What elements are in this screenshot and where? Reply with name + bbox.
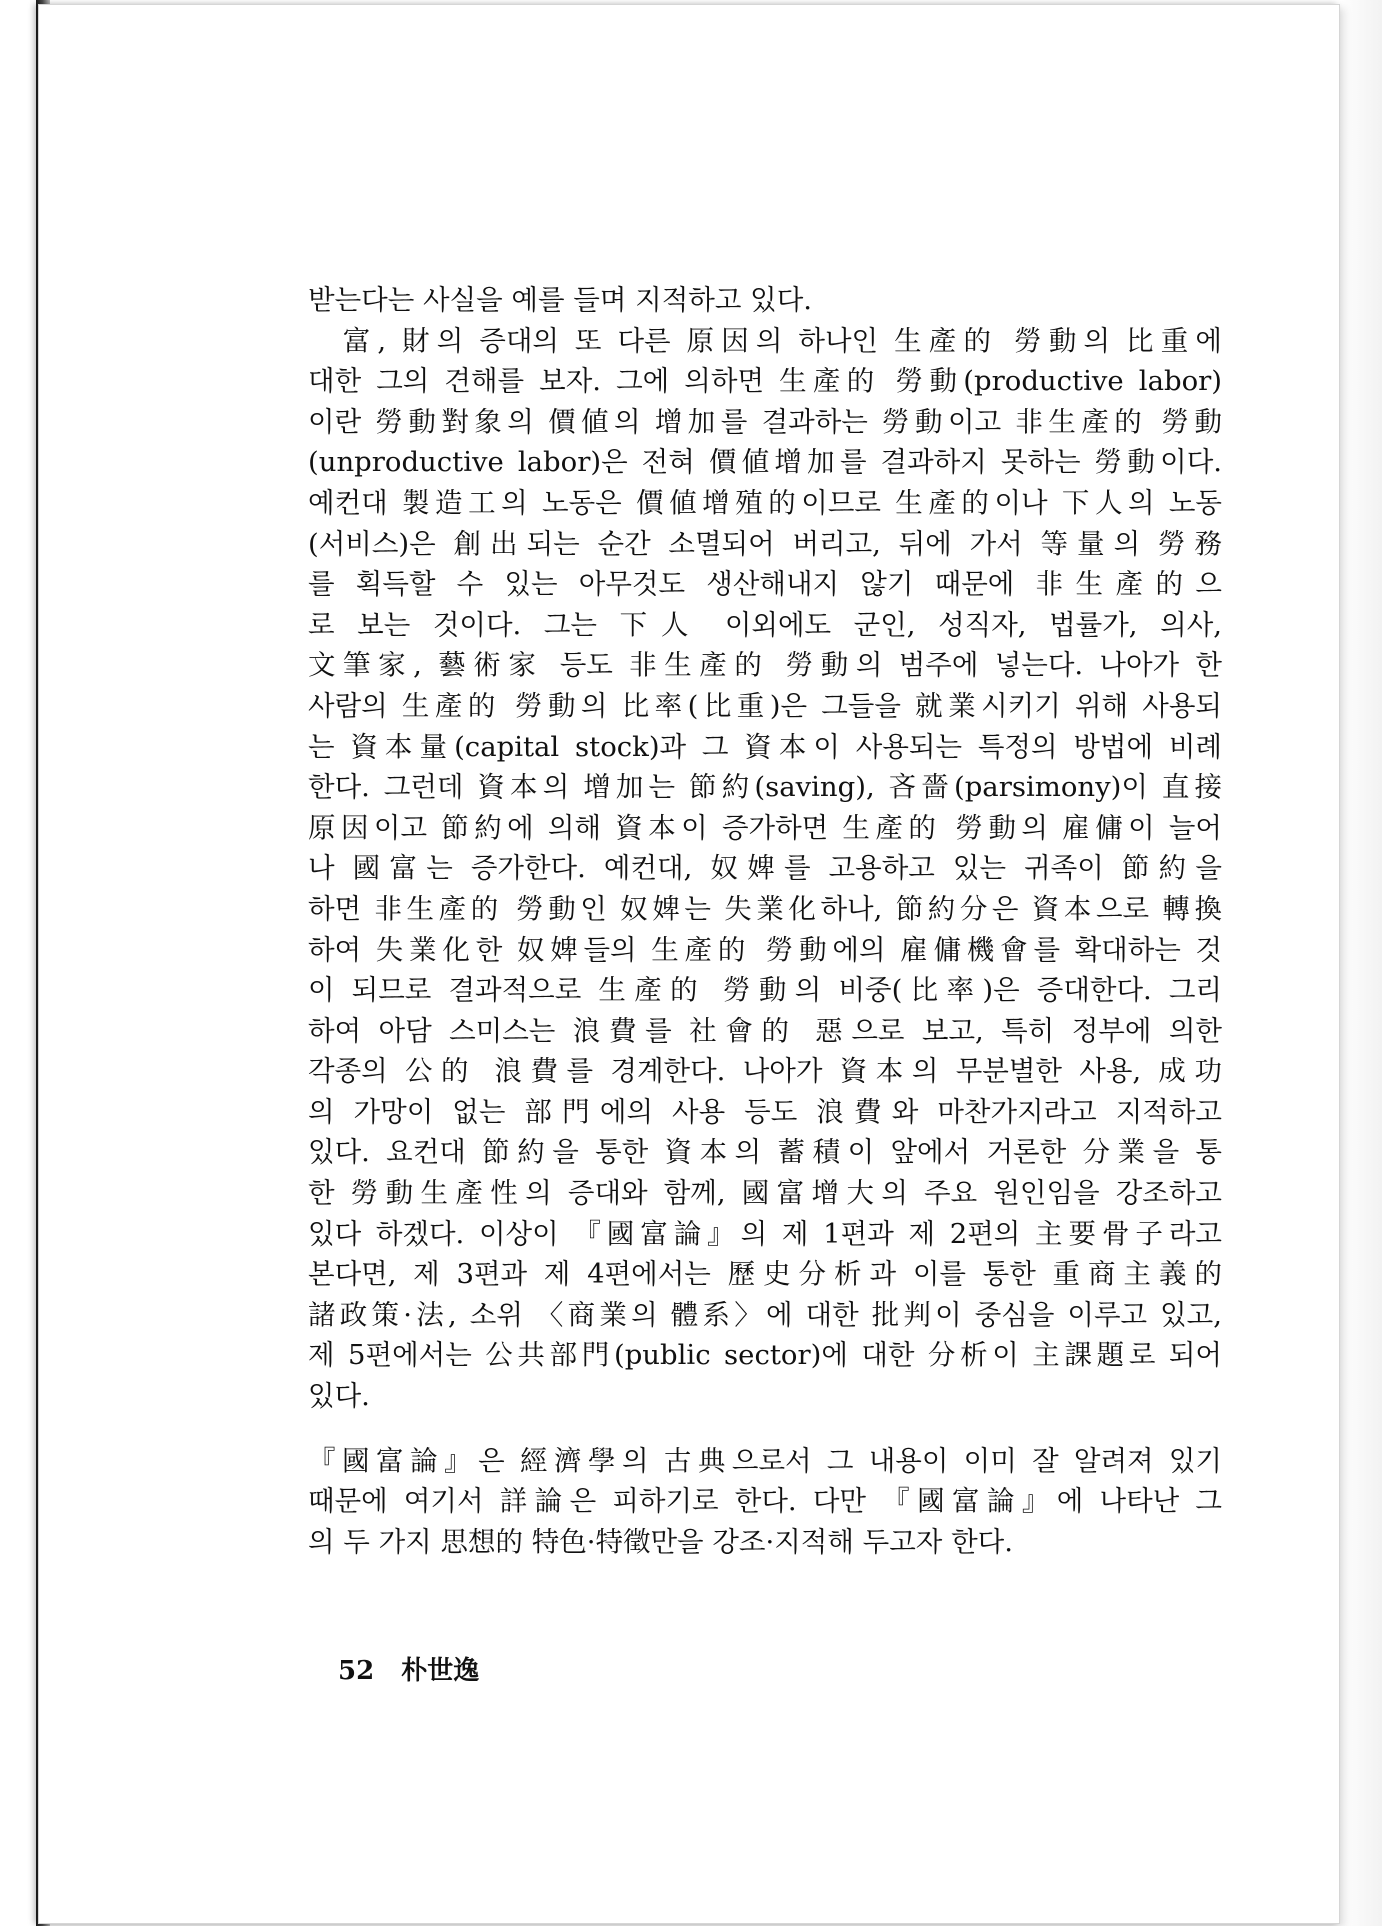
text-line: 때문에 여기서 詳論은 피하기로 한다. 다만 『國富論』에 나타난 그 xyxy=(308,1485,1222,1518)
text-line: 이 되므로 결과적으로 生產的 勞動의 비중(比率)은 증대한다. 그리 xyxy=(308,974,1222,1007)
text-line: 대한 그의 견해를 보자. 그에 의하면 生產的 勞動(productive labor) xyxy=(308,365,1222,398)
text-line: 본다면, 제 3편과 제 4편에서는 歷史分析과 이를 통한 重商主義的 xyxy=(308,1258,1222,1291)
text-line: 받는다는 사실을 예를 들며 지적하고 있다. xyxy=(308,284,813,316)
text-line: 제 5편에서는 公共部門(public sector)에 대한 分析이 主課題로 되어 xyxy=(308,1339,1222,1372)
page-right-margin xyxy=(1338,0,1382,1926)
page-body-text xyxy=(308,280,1222,1562)
paragraph xyxy=(308,280,1222,321)
text-line: 『國富論』은 經濟學의 古典으로서 그 내용이 이미 잘 알려져 있기 xyxy=(308,1444,1222,1477)
text-line: 사람의 生產的 勞動의 比率(比重)은 그들을 就業시키기 위해 사용되 xyxy=(308,689,1222,722)
text-line: 이란 勞動對象의 價値의 增加를 결과하는 勞動이고 非生產的 勞動 xyxy=(308,405,1222,438)
text-line: 의 가망이 없는 部門에의 사용 등도 浪費와 마찬가지라고 지적하고 xyxy=(308,1095,1222,1128)
text-line: 는 資本量(capital stock)과 그 資本이 사용되는 특정의 방법에 비례 xyxy=(308,730,1222,763)
text-line: 諸政策·法, 소위 〈商業의 體系〉에 대한 批判이 중심을 이루고 있고, xyxy=(308,1298,1222,1331)
page-footer xyxy=(338,1650,479,1687)
text-line: 있다 하겠다. 이상이 『國富論』의 제 1편과 제 2편의 主要骨子라고 xyxy=(308,1217,1222,1250)
text-line: 한 勞動生產性의 증대와 함께, 國富增大의 주요 원인임을 강조하고 xyxy=(308,1177,1222,1210)
text-line: 文筆家, 藝術家 등도 非生產的 勞動의 범주에 넣는다. 나아가 한 xyxy=(308,649,1222,682)
page-number: 52 xyxy=(338,1656,375,1686)
text-line: 나 國富는 증가한다. 예컨대, 奴婢를 고용하고 있는 귀족이 節約을 xyxy=(308,852,1222,885)
text-line: 예컨대 製造工의 노동은 價値增殖的이므로 生產的이나 下人의 노동 xyxy=(308,486,1222,519)
text-line: 하면 非生產的 勞動인 奴婢는 失業化하나, 節約分은 資本으로 轉換 xyxy=(308,892,1222,925)
text-line: 각종의 公的 浪費를 경계한다. 나아가 資本의 무분별한 사용, 成功 xyxy=(308,1055,1222,1088)
text-line: 한다. 그런데 資本의 增加는 節約(saving), 吝嗇(parsimony)이 直接 xyxy=(308,771,1222,804)
text-line: 로 보는 것이다. 그는 下人 이외에도 군인, 성직자, 법률가, 의사, xyxy=(308,608,1222,641)
text-line: 있다. 요컨대 節約을 통한 資本의 蓄積이 앞에서 거론한 分業을 통 xyxy=(308,1136,1222,1169)
text-line: 의 두 가지 思想的 特色·特徵만을 강조·지적해 두고자 한다. xyxy=(308,1525,1013,1558)
text-line: 하여 아담 스미스는 浪費를 社會的 惡으로 보고, 특히 정부에 의한 xyxy=(308,1014,1222,1047)
text-line: 富, 財의 증대의 또 다른 原因의 하나인 生產的 勞動의 比重에 xyxy=(308,324,1222,357)
paragraph-gap xyxy=(308,1417,1222,1441)
text-line: 하여 失業化한 奴婢들의 生產的 勞動에의 雇傭機會를 확대하는 것 xyxy=(308,933,1222,966)
text-line: (unproductive labor)은 전혀 價値增加를 결과하지 못하는 勞動이다. xyxy=(308,446,1222,479)
text-line: 를 획득할 수 있는 아무것도 생산해내지 않기 때문에 非生產的으 xyxy=(308,568,1222,601)
text-line: 原因이고 節約에 의해 資本이 증가하면 生產的 勞動의 雇傭이 늘어 xyxy=(308,811,1222,844)
author-name: 朴世逸 xyxy=(401,1656,480,1686)
text-line: 있다. xyxy=(308,1380,370,1413)
paragraph xyxy=(308,1441,1222,1563)
paragraph xyxy=(308,321,1222,1417)
text-line: (서비스)은 創出되는 순간 소멸되어 버리고, 뒤에 가서 等量의 勞務 xyxy=(308,527,1222,560)
